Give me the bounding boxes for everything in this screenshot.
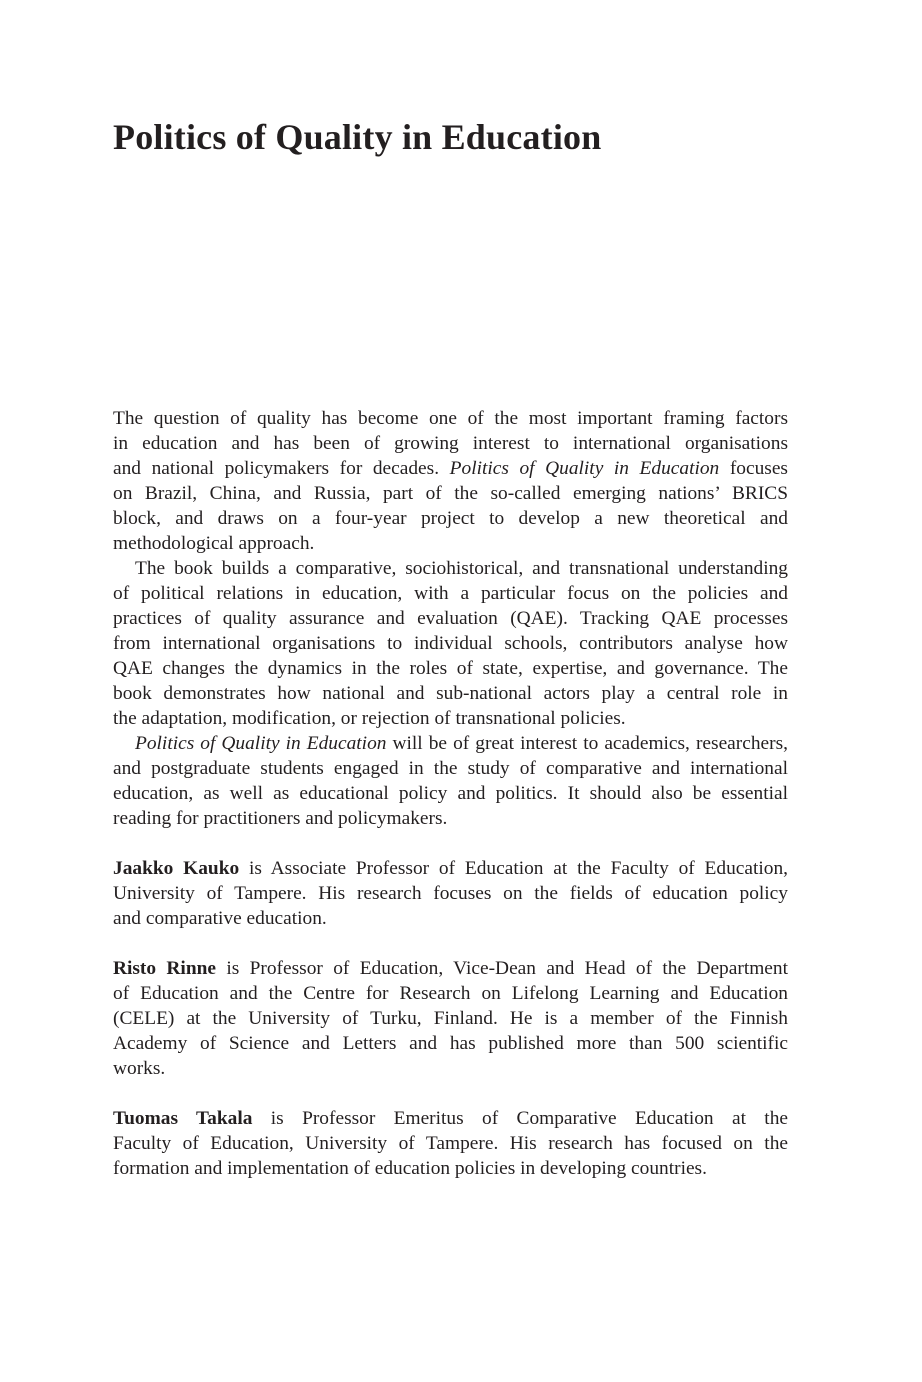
text-line — [113, 881, 788, 906]
text-run: the adaptation, modification, or rejection of transnational policies. — [113, 708, 626, 729]
text-run: block, and draws on a four-year project to develop a new theoretical and — [113, 508, 788, 529]
text-run: The book builds a comparative, sociohistorical, and transnational understanding — [135, 558, 788, 579]
author-name: Risto Rinne — [113, 958, 216, 979]
text-run: Academy of Science and Letters and has published more than 500 scientific — [113, 1033, 788, 1054]
text-run: works. — [113, 1058, 166, 1079]
author-name: Tuomas Takala — [113, 1108, 253, 1129]
text-line — [113, 556, 788, 581]
text-run: The question of quality has become one of the most important framing factors — [113, 408, 788, 429]
text-line — [113, 1156, 788, 1181]
text-line — [113, 731, 788, 756]
author-bio-kauko — [113, 856, 788, 931]
text-run: QAE changes the dynamics in the roles of state, expertise, and governance. The — [113, 658, 788, 679]
text-line — [113, 581, 788, 606]
text-line — [113, 531, 788, 556]
text-line — [113, 506, 788, 531]
text-run: book demonstrates how national and sub-national actors play a central role in — [113, 683, 788, 704]
text-line — [113, 1031, 788, 1056]
text-run: of political relations in education, with a particular focus on the policies and — [113, 583, 788, 604]
text-line — [113, 906, 788, 931]
text-line — [113, 1131, 788, 1156]
book-title-italic: Politics of Quality in Education — [135, 733, 387, 754]
text-line — [113, 431, 788, 456]
text-line — [113, 856, 788, 881]
text-run: and postgraduate students engaged in the study of comparative and international — [113, 758, 788, 779]
text-line — [113, 456, 788, 481]
text-line — [113, 656, 788, 681]
description-paragraph-2 — [113, 556, 788, 731]
author-name: Jaakko Kauko — [113, 858, 240, 879]
text-run: practices of quality assurance and evaluation (QAE). Tracking QAE processes — [113, 608, 788, 629]
text-run: in education and has been of growing interest to international organisations — [113, 433, 788, 454]
text-line — [113, 981, 788, 1006]
description-paragraph-3 — [113, 731, 788, 831]
text-run: formation and implementation of education policies in developing countries. — [113, 1158, 707, 1179]
text-run: is Associate Professor of Education at the Faculty of Education, — [239, 858, 788, 879]
text-line — [113, 806, 788, 831]
text-line — [113, 956, 788, 981]
author-bio-rinne — [113, 956, 788, 1081]
text-run: will be of great interest to academics, researchers, — [386, 733, 788, 754]
text-line — [113, 681, 788, 706]
text-line — [113, 706, 788, 731]
text-line — [113, 481, 788, 506]
text-line — [113, 756, 788, 781]
text-line — [113, 631, 788, 656]
description-paragraph-1 — [113, 406, 788, 556]
text-run: Faculty of Education, University of Tampere. His research has focused on the — [113, 1133, 788, 1154]
text-run: reading for practitioners and policymakers. — [113, 808, 448, 829]
text-run: University of Tampere. His research focuses on the fields of education policy — [113, 883, 788, 904]
text-run: on Brazil, China, and Russia, part of the so-called emerging nations’ BRICS — [113, 483, 788, 504]
text-run: education, as well as educational policy and politics. It should also be essential — [113, 783, 788, 804]
text-line — [113, 1106, 788, 1131]
book-title-italic: Politics of Quality in Education — [449, 458, 720, 479]
text-line — [113, 781, 788, 806]
text-line — [113, 606, 788, 631]
page-title: Politics of Quality in Education — [113, 117, 602, 157]
text-run: from international organisations to individual schools, contributors analyse how — [113, 633, 788, 654]
text-run: is Professor Emeritus of Comparative Education at the — [252, 1108, 788, 1129]
text-run: (CELE) at the University of Turku, Finland. He is a member of the Finnish — [113, 1008, 788, 1029]
text-line — [113, 1006, 788, 1031]
text-run: methodological approach. — [113, 533, 315, 554]
text-run: and national policymakers for decades. — [113, 458, 450, 479]
text-run: focuses — [719, 458, 788, 479]
text-run: of Education and the Centre for Research on Lifelong Learning and Education — [113, 983, 788, 1004]
text-run: and comparative education. — [113, 908, 327, 929]
text-line — [113, 406, 788, 431]
text-run: is Professor of Education, Vice-Dean and Head of the Department — [216, 958, 788, 979]
text-line — [113, 1056, 788, 1081]
author-bio-takala — [113, 1106, 788, 1181]
